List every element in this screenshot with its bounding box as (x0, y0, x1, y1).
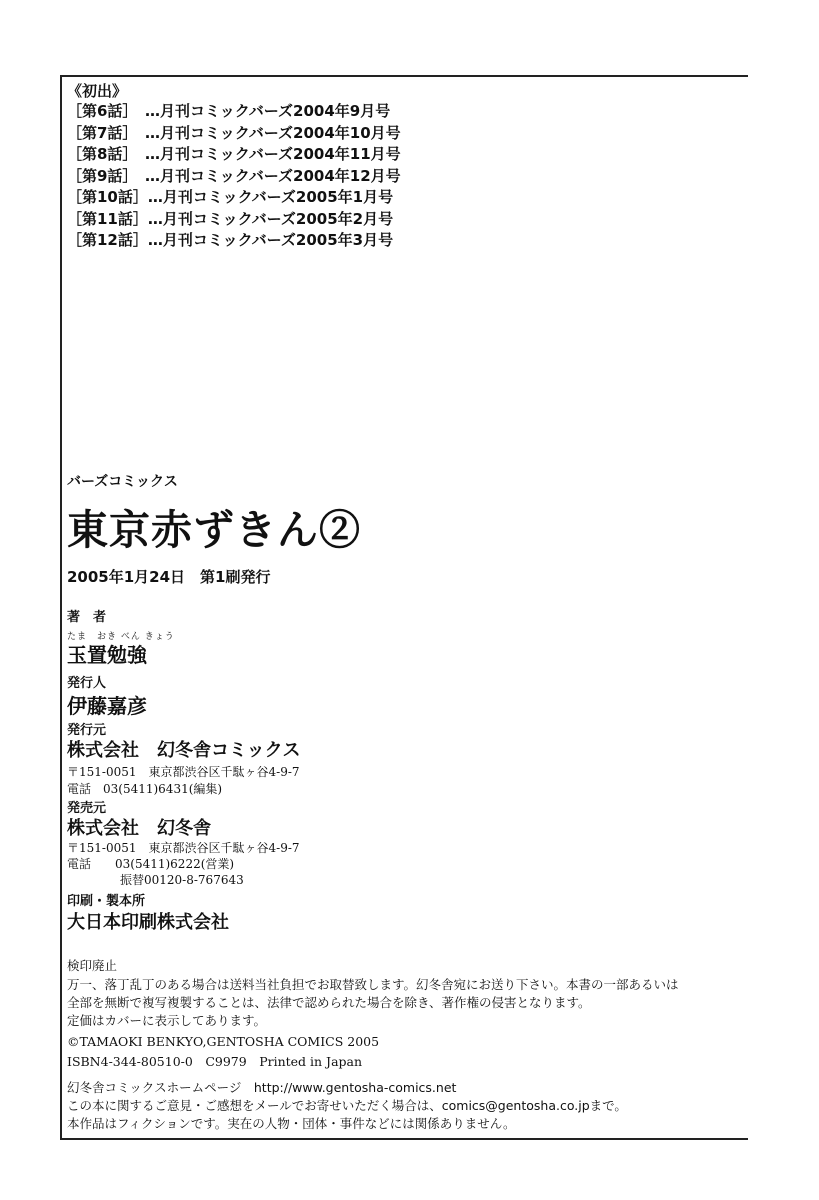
episode-source: …月刊コミックバーズ2004年11月号 (145, 145, 401, 163)
list-item (67, 230, 401, 252)
episode-label: ［第10話］ (67, 188, 148, 206)
list-item (67, 187, 401, 209)
fiction-disclaimer: 本作品はフィクションです。実在の人物・団体・事件などには関係ありません。 (67, 1116, 516, 1131)
frame-bottom-rule (60, 1138, 748, 1140)
isbn-line: ISBN4-344-80510-0 C9979 Printed in Japan (67, 1054, 363, 1069)
printer-role: 印刷・製本所 (67, 894, 146, 909)
episode-source: …月刊コミックバーズ2005年3月号 (147, 231, 394, 249)
email-line: この本に関するご意見・ご感想をメールでお寄せいただく場合は、comics@gentosha.co.jpまで。 (67, 1098, 627, 1113)
publication-date: 2005年1月24日 第1刷発行 (67, 568, 271, 586)
notice-line-2: 全部を無断で複写複製することは、法律で認められた場合を除き、著作権の侵害となります。 (67, 995, 591, 1010)
episode-label: ［第9話］ (67, 166, 138, 185)
episode-source: …月刊コミックバーズ2005年2月号 (147, 209, 394, 228)
publisher-person-role: 発行人 (67, 676, 107, 691)
episode-source: …月刊コミックバーズ2004年12月号 (145, 166, 401, 185)
frame-top-rule (60, 75, 748, 77)
author-role: 著 者 (67, 610, 107, 625)
episode-label: ［第6話］ (67, 102, 138, 120)
distributor-name: 株式会社 幻冬舎 (67, 818, 211, 839)
printer-name: 大日本印刷株式会社 (67, 912, 229, 933)
episode-label: ［第7話］ (67, 123, 138, 142)
publisher-role: 発行元 (67, 723, 107, 738)
episode-label: ［第11話］ (67, 209, 148, 228)
author-name: 玉置勉強 (67, 643, 147, 667)
episode-source: …月刊コミックバーズ2004年9月号 (145, 102, 391, 120)
publisher-address: 〒151-0051 東京都渋谷区千駄ヶ谷4-9-7 (67, 765, 300, 779)
distributor-address: 〒151-0051 東京都渋谷区千駄ヶ谷4-9-7 (67, 841, 300, 855)
copyright-line: ©TAMAOKI BENKYO,GENTOSHA COMICS 2005 (67, 1034, 380, 1049)
distributor-transfer: 振替00120-8-767643 (120, 873, 244, 887)
episode-source: …月刊コミックバーズ2005年1月号 (147, 188, 394, 206)
first-publication-heading: 《初出》 (67, 82, 128, 100)
book-title: 東京赤ずきん② (67, 506, 361, 554)
imprint-label: バーズコミックス (67, 474, 178, 490)
list-item (67, 123, 401, 145)
distributor-role: 発売元 (67, 801, 107, 816)
list-item (67, 209, 401, 231)
list-item (67, 144, 401, 166)
publisher-person-name: 伊藤嘉彦 (67, 694, 147, 718)
first-publication-list (67, 101, 401, 252)
frame-left-rule (60, 75, 62, 1140)
episode-label: ［第12話］ (67, 231, 148, 249)
episode-label: ［第8話］ (67, 145, 138, 163)
notice-line-3: 定価はカバーに表示してあります。 (67, 1013, 267, 1028)
stamp-abolished-note: 検印廃止 (67, 958, 118, 973)
homepage-line: 幻冬舎コミックスホームページ http://www.gentosha-comics.net (67, 1080, 457, 1095)
author-ruby: たま おき べん きょう (67, 632, 175, 642)
episode-source: …月刊コミックバーズ2004年10月号 (145, 123, 401, 142)
notice-line-1: 万一、落丁乱丁のある場合は送料当社負担でお取替致します。幻冬舎宛にお送り下さい。本書の一部あるいは (67, 977, 679, 992)
publisher-name: 株式会社 幻冬舎コミックス (67, 740, 301, 761)
list-item (67, 101, 401, 123)
list-item (67, 166, 401, 188)
publisher-phone: 電話 03(5411)6431(編集) (67, 782, 223, 796)
distributor-phone: 電話 03(5411)6222(営業) (67, 857, 235, 871)
